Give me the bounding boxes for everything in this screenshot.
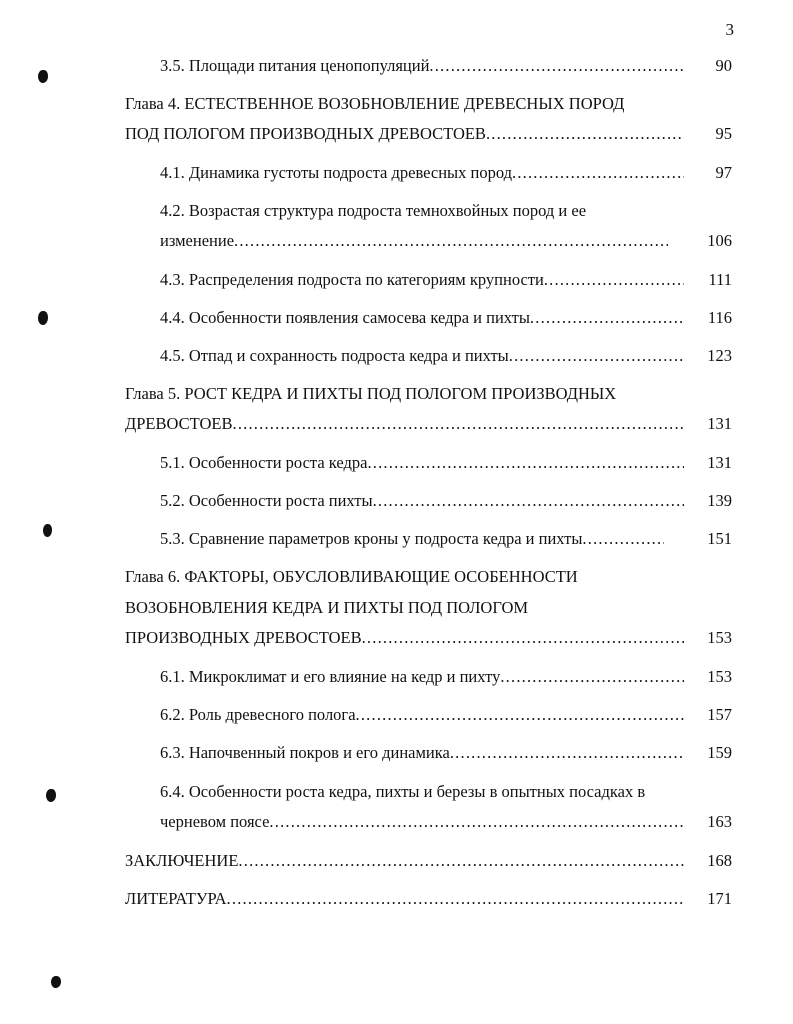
- toc-entry-title: ПОД ПОЛОГОМ ПРОИЗВОДНЫХ ДРЕВОСТОЕВ: [125, 124, 486, 143]
- scan-mark: [38, 311, 48, 325]
- toc-entry-title: 4.3. Распределения подроста по категориям крупности: [160, 270, 544, 289]
- toc-entry-4-2: [160, 229, 668, 253]
- toc-entry-chapter-5: [125, 412, 684, 436]
- toc-entry-4-4: [160, 306, 684, 330]
- toc-entry-page: 111: [708, 270, 732, 289]
- toc-entry-4-3: [160, 268, 684, 292]
- toc-entry-title: ДРЕВОСТОЕВ: [125, 414, 233, 433]
- toc-entry-page: 139: [707, 491, 732, 510]
- toc-entry-title: ЛИТЕРАТУРА: [125, 889, 227, 908]
- toc-chapter-title: Глава 6. ФАКТОРЫ, ОБУСЛОВЛИВАЮЩИЕ ОСОБЕННОСТИ: [125, 567, 578, 586]
- scan-mark: [46, 789, 56, 802]
- toc-entry-page: 131: [707, 414, 732, 433]
- leader-dots: [509, 344, 684, 368]
- toc-entry-chapter-6: [125, 626, 684, 650]
- toc-entry-6-3: [160, 741, 684, 765]
- leader-dots: [544, 268, 684, 292]
- toc-entry-title: черневом поясе: [160, 812, 270, 831]
- toc-entry-page: 116: [707, 308, 732, 327]
- toc-entry-title: 5.1. Особенности роста кедра: [160, 453, 368, 472]
- toc-entry-6-2: [160, 703, 684, 727]
- toc-entry-page: 97: [715, 163, 732, 182]
- leader-dots: [450, 741, 684, 765]
- toc-entry-title: 5.2. Особенности роста пихты: [160, 491, 373, 510]
- toc-entry-title: 4.4. Особенности появления самосева кедра и пихты: [160, 308, 530, 327]
- page-number: 3: [725, 20, 734, 39]
- toc-entry-page: 151: [707, 529, 732, 548]
- toc-entry-page: 95: [715, 124, 732, 143]
- leader-dots: [234, 229, 668, 253]
- toc-entry-title: 4.5. Отпад и сохранность подроста кедра и пихты: [160, 346, 509, 365]
- toc-entry-5-3: [160, 527, 664, 551]
- toc-entry-5-2: [160, 489, 684, 513]
- toc-entry-page: 171: [707, 889, 732, 908]
- leader-dots: [582, 527, 664, 551]
- leader-dots: [530, 306, 684, 330]
- toc-entry-4-5: [160, 344, 684, 368]
- toc-entry-title: 4.1. Динамика густоты подроста древесных пород: [160, 163, 512, 182]
- toc-entry-page: 123: [707, 346, 732, 365]
- leader-dots: [500, 665, 684, 689]
- toc-entry-title: ЗАКЛЮЧЕНИЕ: [125, 851, 239, 870]
- leader-dots: [486, 122, 684, 146]
- toc-chapter-title: Глава 5. РОСТ КЕДРА И ПИХТЫ ПОД ПОЛОГОМ ПРОИЗВОДНЫХ: [125, 384, 617, 403]
- leader-dots: [512, 161, 684, 185]
- toc-entry-title: изменение: [160, 231, 235, 250]
- toc-entry-3-5: [160, 54, 684, 78]
- toc-entry-title: ПРОИЗВОДНЫХ ДРЕВОСТОЕВ: [125, 628, 362, 647]
- leader-dots: [233, 412, 685, 436]
- toc-entry-page: 153: [707, 667, 732, 686]
- toc-entry-chapter-4: [125, 122, 684, 146]
- toc-entry-title: 6.3. Напочвенный покров и его динамика: [160, 743, 450, 762]
- toc-entry-title: 4.2. Возрастая структура подроста темнохвойных пород и ее: [160, 201, 587, 220]
- toc-entry-6-1: [160, 665, 684, 689]
- toc-entry-page: 106: [707, 231, 732, 250]
- leader-dots: [356, 703, 684, 727]
- toc-entry-title: 6.4. Особенности роста кедра, пихты и березы в опытных посадках в: [160, 782, 646, 801]
- leader-dots: [269, 810, 684, 834]
- toc-entry-page: 153: [707, 628, 732, 647]
- toc-entry-literature: [125, 887, 684, 911]
- scan-mark: [51, 976, 61, 988]
- toc-chapter-title: Глава 4. ЕСТЕСТВЕННОЕ ВОЗОБНОВЛЕНИЕ ДРЕВЕСНЫХ ПОРОД: [125, 94, 625, 113]
- toc-entry-page: 131: [707, 453, 732, 472]
- leader-dots: [227, 887, 684, 911]
- toc-entry-conclusion: [125, 849, 684, 873]
- toc-entry-page: 168: [707, 851, 732, 870]
- toc-entry-page: 90: [715, 56, 732, 75]
- scan-mark: [38, 70, 48, 83]
- toc-entry-5-1: [160, 451, 684, 475]
- leader-dots: [373, 489, 684, 513]
- toc-entry-title: 6.1. Микроклимат и его влияние на кедр и пихту: [160, 667, 501, 686]
- toc-entry-6-4: [160, 810, 684, 834]
- toc-entry-title: 5.3. Сравнение параметров кроны у подроста кедра и пихты: [160, 529, 583, 548]
- leader-dots: [367, 451, 684, 475]
- toc-entry-page: 163: [707, 812, 732, 831]
- leader-dots: [429, 54, 684, 78]
- toc-entry-title: 3.5. Площади питания ценопопуляций: [160, 56, 430, 75]
- toc-entry-4-1: [160, 161, 684, 185]
- toc-entry-page: 159: [707, 743, 732, 762]
- toc-chapter-title: ВОЗОБНОВЛЕНИЯ КЕДРА И ПИХТЫ ПОД ПОЛОГОМ: [125, 598, 529, 617]
- scan-mark: [43, 524, 52, 537]
- toc-entry-title: 6.2. Роль древесного полога: [160, 705, 356, 724]
- leader-dots: [362, 626, 684, 650]
- toc-entry-page: 157: [707, 705, 732, 724]
- leader-dots: [238, 849, 684, 873]
